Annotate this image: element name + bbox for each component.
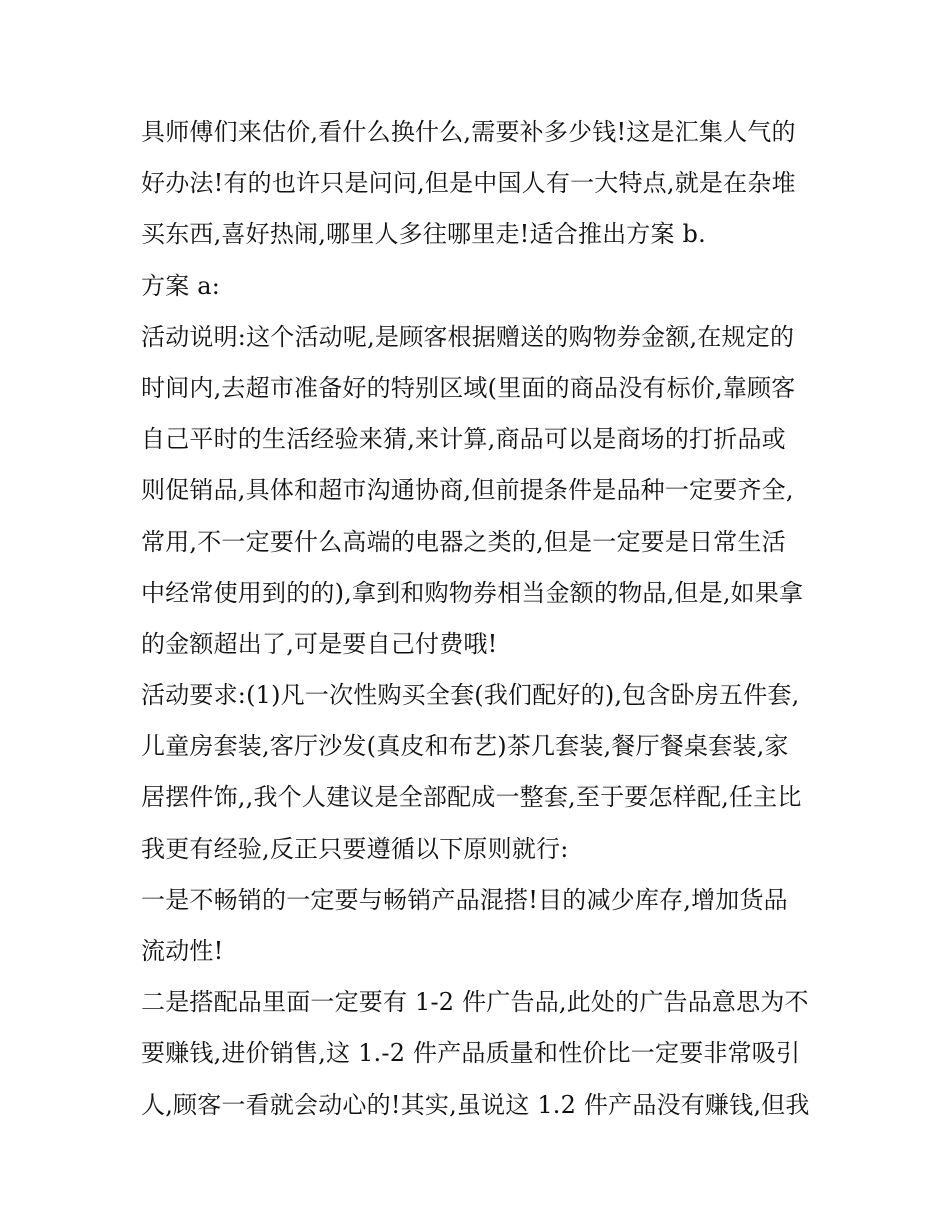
- text-line: 二是搭配品里面一定要有 1-2 件广告品,此处的广告品意思为不: [141, 988, 809, 1017]
- text-line: 好办法!有的也许只是问问,但是中国人有一大特点,就是在杂堆: [141, 169, 796, 198]
- text-line: 自己平时的生活经验来猜,来计算,商品可以是商场的打折品或: [141, 425, 786, 454]
- body-text: [141, 107, 821, 1131]
- section-heading: 方案 a:: [141, 271, 221, 300]
- text-line: 我更有经验,反正只要遵循以下原则就行:: [141, 834, 569, 863]
- text-line: 人,顾客一看就会动心的!其实,虽说这 1.2 件产品没有赚钱,但我: [141, 1090, 810, 1119]
- text-line: 居摆件饰,,我个人建议是全部配成一整套,至于要怎样配,任主比: [141, 783, 802, 812]
- text-line: 买东西,喜好热闹,哪里人多往哪里走!适合推出方案 b.: [141, 220, 706, 249]
- text-line: 流动性!: [141, 937, 224, 965]
- text-line: 要赚钱,进价销售,这 1.-2 件产品质量和性价比一定要非常吸引: [141, 1039, 801, 1068]
- text-line: 则促销品,具体和超市沟通协商,但前提条件是品种一定要齐全,: [141, 476, 794, 505]
- text-line: 具师傅们来估价,看什么换什么,需要补多少钱!这是汇集人气的: [141, 118, 796, 146]
- text-line: 儿童房套装,客厅沙发(真皮和布艺)茶几套装,餐厅餐桌套装,家: [141, 732, 789, 761]
- text-line: 中经常使用到的的),拿到和购物券相当金额的物品,但是,如果拿: [141, 578, 804, 607]
- text-line: 的金额超出了,可是要自己付费哦!: [141, 629, 498, 658]
- text-line: 活动要求:(1)凡一次性购买全套(我们配好的),包含卧房五件套,: [141, 681, 800, 710]
- text-line: 活动说明:这个活动呢,是顾客根据赠送的购物券金额,在规定的: [141, 322, 795, 351]
- text-line: 常用,不一定要什么高端的电器之类的,但是一定要是日常生活: [141, 527, 786, 556]
- text-line: 一是不畅销的一定要与畅销产品混搭!目的减少库存,增加货品: [141, 885, 788, 914]
- text-line: 时间内,去超市准备好的特别区域(里面的商品没有标价,靠顾客: [141, 373, 796, 402]
